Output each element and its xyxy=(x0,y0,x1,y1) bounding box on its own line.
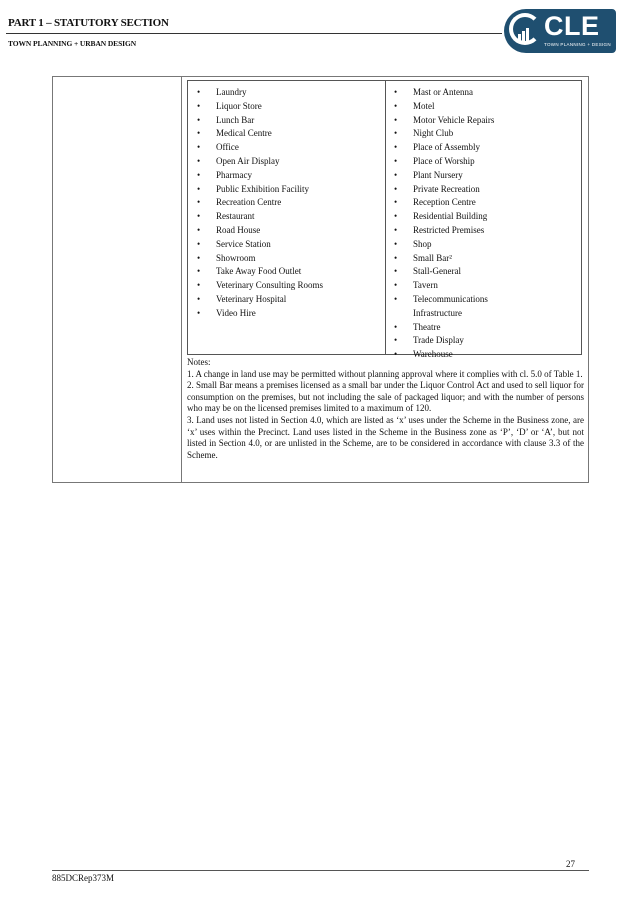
bullet-icon: • xyxy=(394,293,398,304)
list-item-label: Theatre xyxy=(413,321,441,332)
bullet-icon: • xyxy=(197,224,201,235)
land-use-list-left xyxy=(194,86,380,321)
list-item xyxy=(391,307,577,321)
bullet-icon: • xyxy=(197,293,201,304)
cle-logo xyxy=(504,9,616,53)
bullet-icon: • xyxy=(394,87,398,97)
bullet-icon: • xyxy=(394,349,398,360)
bullet-icon: • xyxy=(197,197,201,208)
list-item-label: Place of Worship xyxy=(413,155,475,166)
document-reference: 885DCRep373M xyxy=(52,873,115,883)
land-use-list-right xyxy=(391,86,577,362)
bullet-icon: • xyxy=(394,321,398,332)
list-item xyxy=(391,169,577,183)
bullet-icon: • xyxy=(394,183,398,194)
list-item xyxy=(391,86,577,100)
bullet-icon: • xyxy=(394,224,398,235)
list-item xyxy=(194,279,380,293)
list-item xyxy=(194,210,380,224)
list-item-label: Shop xyxy=(413,238,432,249)
list-item-label: Veterinary Consulting Rooms xyxy=(216,280,323,291)
list-item xyxy=(194,141,380,155)
list-item xyxy=(194,155,380,169)
list-item xyxy=(194,196,380,210)
bullet-icon: • xyxy=(197,238,201,249)
list-item xyxy=(194,86,380,100)
bullet-icon: • xyxy=(394,197,398,208)
bullet-icon: • xyxy=(197,155,201,166)
list-item xyxy=(391,279,577,293)
bullet-icon: • xyxy=(394,142,398,153)
page-section-subtitle: TOWN PLANNING + URBAN DESIGN xyxy=(8,39,137,48)
bullet-icon: • xyxy=(394,335,398,346)
bullet-icon: • xyxy=(394,252,398,263)
list-item xyxy=(194,114,380,128)
notes-heading: Notes: xyxy=(187,357,211,367)
list-item-label: Open Air Display xyxy=(216,155,280,166)
table-left-column xyxy=(53,77,182,482)
list-item-label: Reception Centre xyxy=(413,197,476,208)
bullet-icon: • xyxy=(197,169,201,180)
list-item xyxy=(391,293,577,307)
list-item-label: Pharmacy xyxy=(216,169,252,180)
list-item-label: Veterinary Hospital xyxy=(216,293,287,304)
list-item-label: Motel xyxy=(413,100,435,111)
list-item xyxy=(194,307,380,321)
list-item-label: Recreation Centre xyxy=(216,197,282,208)
list-item-label: Warehouse xyxy=(413,349,453,360)
bullet-icon: • xyxy=(197,211,201,222)
bullet-icon: • xyxy=(197,142,201,153)
bullet-icon: • xyxy=(197,266,201,277)
list-item-label: Stall-General xyxy=(413,266,461,277)
list-item-label: Restaurant xyxy=(216,211,255,222)
list-item-label: Night Club xyxy=(413,128,454,139)
list-item xyxy=(391,321,577,335)
page-section-title: PART 1 – STATUTORY SECTION xyxy=(8,17,169,29)
land-use-list-box xyxy=(187,80,582,360)
logo-text: CLE xyxy=(544,11,600,41)
list-item xyxy=(391,196,577,210)
list-item-label: Video Hire xyxy=(216,307,256,318)
bullet-icon: • xyxy=(394,266,398,277)
list-item xyxy=(391,238,577,252)
list-item-label: Showroom xyxy=(216,252,256,263)
footer-divider xyxy=(52,870,589,871)
list-item xyxy=(194,224,380,238)
list-item xyxy=(391,114,577,128)
list-item xyxy=(194,238,380,252)
list-item-label: Service Station xyxy=(216,238,271,249)
list-item-label: Liquor Store xyxy=(216,100,262,111)
list-item-label: Medical Centre xyxy=(216,128,272,139)
list-item xyxy=(391,183,577,197)
land-use-table xyxy=(52,76,589,483)
list-column-divider xyxy=(385,81,386,354)
bullet-icon: • xyxy=(197,128,201,139)
list-item-label: Restricted Premises xyxy=(413,224,485,235)
bullet-icon: • xyxy=(394,280,398,291)
list-item xyxy=(391,100,577,114)
list-item-label: Infrastructure xyxy=(413,307,462,318)
list-item-label: Road House xyxy=(216,224,261,235)
bullet-icon: • xyxy=(197,307,201,318)
list-item-label: Place of Assembly xyxy=(413,142,480,153)
header-divider xyxy=(6,33,502,34)
bullet-icon: • xyxy=(394,128,398,139)
list-item-label: Trade Display xyxy=(413,335,464,346)
list-item-label: Office xyxy=(216,142,239,153)
bullet-icon: • xyxy=(394,238,398,249)
list-item-label: Plant Nursery xyxy=(413,169,463,180)
list-item xyxy=(391,252,577,266)
note-item: 3. Land uses not listed in Section 4.0, which are listed as ‘x’ uses under the Scheme in the Business zone, are ‘x’ uses within the Precinct. Land uses listed in the Scheme in the Business zone as ‘P’, ‘D’ or ‘A’, but not listed in Section 4.0, or are unlisted in the Scheme, are to be considered in accordance with clause 3.3 of the Scheme. xyxy=(187,414,584,460)
list-item-label: Tavern xyxy=(413,280,438,291)
list-item-label: Telecommunications xyxy=(413,293,488,304)
list-item xyxy=(194,169,380,183)
list-item xyxy=(391,334,577,348)
bullet-icon: • xyxy=(197,183,201,194)
list-item-label: Private Recreation xyxy=(413,183,480,194)
notes-block xyxy=(187,357,584,461)
page-number: 27 xyxy=(566,859,575,869)
bullet-icon: • xyxy=(197,87,201,97)
note-item: 2. Small Bar means a premises licensed as a small bar under the Liquor Control Act and used to sell liquor for consumption on the premises, but not including the sale of packaged liquor; and with the number of persons who may be on the licensed premises limited to a maximum of 120. xyxy=(187,380,584,414)
bullet-icon: • xyxy=(197,100,201,111)
list-item xyxy=(391,155,577,169)
bullet-icon: • xyxy=(394,100,398,111)
logo-bars-icon xyxy=(518,23,530,41)
list-item-label: Laundry xyxy=(216,87,247,97)
list-item xyxy=(194,100,380,114)
list-item xyxy=(194,127,380,141)
list-item xyxy=(391,127,577,141)
list-item-label: Lunch Bar xyxy=(216,114,255,125)
list-item xyxy=(391,265,577,279)
list-item xyxy=(391,210,577,224)
list-item-label: Public Exhibition Facility xyxy=(216,183,309,194)
list-item-label: Residential Building xyxy=(413,211,488,222)
bullet-icon: • xyxy=(394,155,398,166)
bullet-icon: • xyxy=(394,169,398,180)
list-item xyxy=(194,183,380,197)
list-item xyxy=(391,141,577,155)
logo-tagline: TOWN PLANNING + DESIGN xyxy=(544,42,611,47)
bullet-icon: • xyxy=(197,252,201,263)
list-item-label: Motor Vehicle Repairs xyxy=(413,114,495,125)
list-item-label: Small Bar² xyxy=(413,252,452,263)
list-item xyxy=(194,265,380,279)
bullet-icon: • xyxy=(197,114,201,125)
bullet-icon: • xyxy=(394,114,398,125)
list-item-label: Mast or Antenna xyxy=(413,87,473,97)
note-item: 1. A change in land use may be permitted without planning approval where it complies with cl. 5.0 of Table 1. xyxy=(187,368,583,379)
list-item-label: Take Away Food Outlet xyxy=(216,266,302,277)
bullet-icon: • xyxy=(197,280,201,291)
list-item xyxy=(391,224,577,238)
list-item xyxy=(194,252,380,266)
list-item xyxy=(194,293,380,307)
bullet-icon: • xyxy=(394,211,398,222)
